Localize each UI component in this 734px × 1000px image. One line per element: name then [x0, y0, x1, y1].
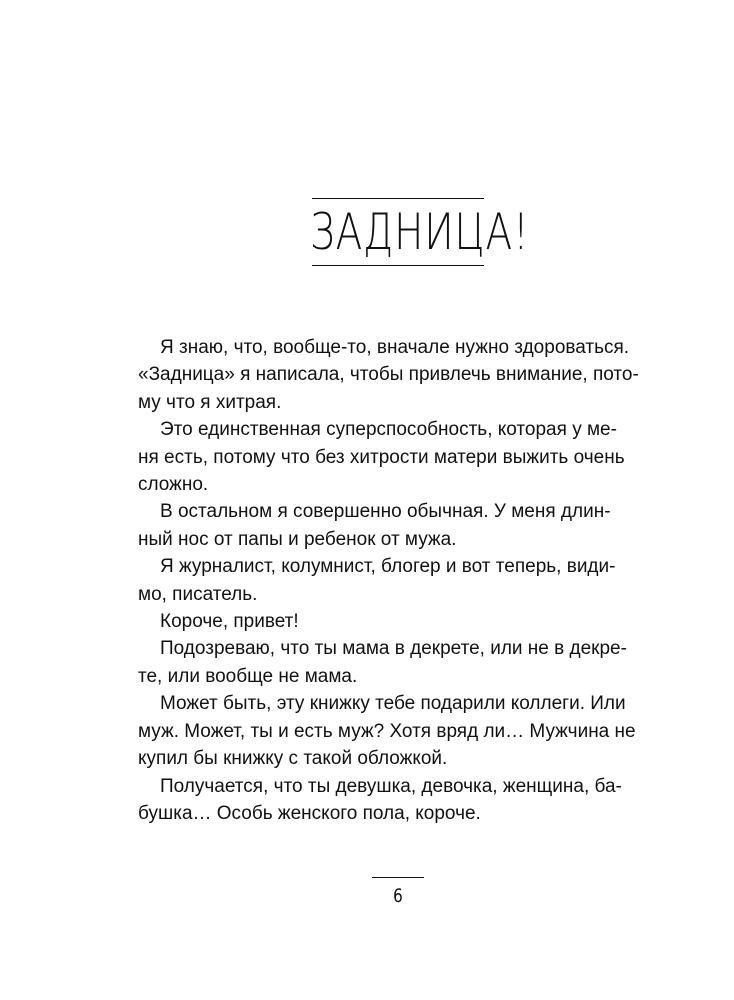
title-top-rule [312, 198, 484, 199]
page-number: 6 [393, 885, 403, 907]
text-line: бушка… Особь женского пола, короче. [138, 802, 481, 824]
text-line: Может быть, эту книжку тебе подарили коллеги. Или [160, 693, 626, 715]
text-line: Короче, привет! [160, 611, 299, 633]
chapter-title: ЗАДНИЦА! [310, 203, 530, 261]
text-line: Я журналист, колумнист, блогер и вот теперь, види- [160, 556, 616, 578]
text-line: сложно. [138, 474, 209, 496]
text-line: В остальном я совершенно обычная. У меня длин- [160, 501, 611, 523]
text-line: те, или вообще не мама. [138, 665, 358, 687]
text-line: Я знаю, что, вообще-то, вначале нужно здороваться. [160, 337, 630, 358]
text-line: муж. Может, ты и есть муж? Хотя вряд ли… Мужчина не [138, 720, 636, 742]
text-line: «Задница» я написала, чтобы привлечь внимание, пото- [138, 364, 639, 386]
text-line: Подозреваю, что ты мама в декрете, или не в декре- [160, 638, 627, 660]
text-line: му что я хитрая. [138, 391, 282, 413]
text-line: Это единственная суперспособность, которая у ме- [160, 419, 617, 441]
text-line: мо, писатель. [138, 583, 258, 605]
body-text [138, 334, 656, 827]
page-number-rule [372, 877, 424, 878]
text-line: ный нос от папы и ребенок от мужа. [138, 528, 457, 550]
text-line: купил бы книжку с такой обложкой. [138, 748, 448, 770]
text-line: Получается, что ты девушка, девочка, женщина, ба- [160, 775, 622, 797]
text-line: ня есть, потому что без хитрости матери выжить очень [138, 446, 625, 468]
title-bottom-rule [312, 265, 484, 266]
chapter-title-block [310, 198, 530, 266]
